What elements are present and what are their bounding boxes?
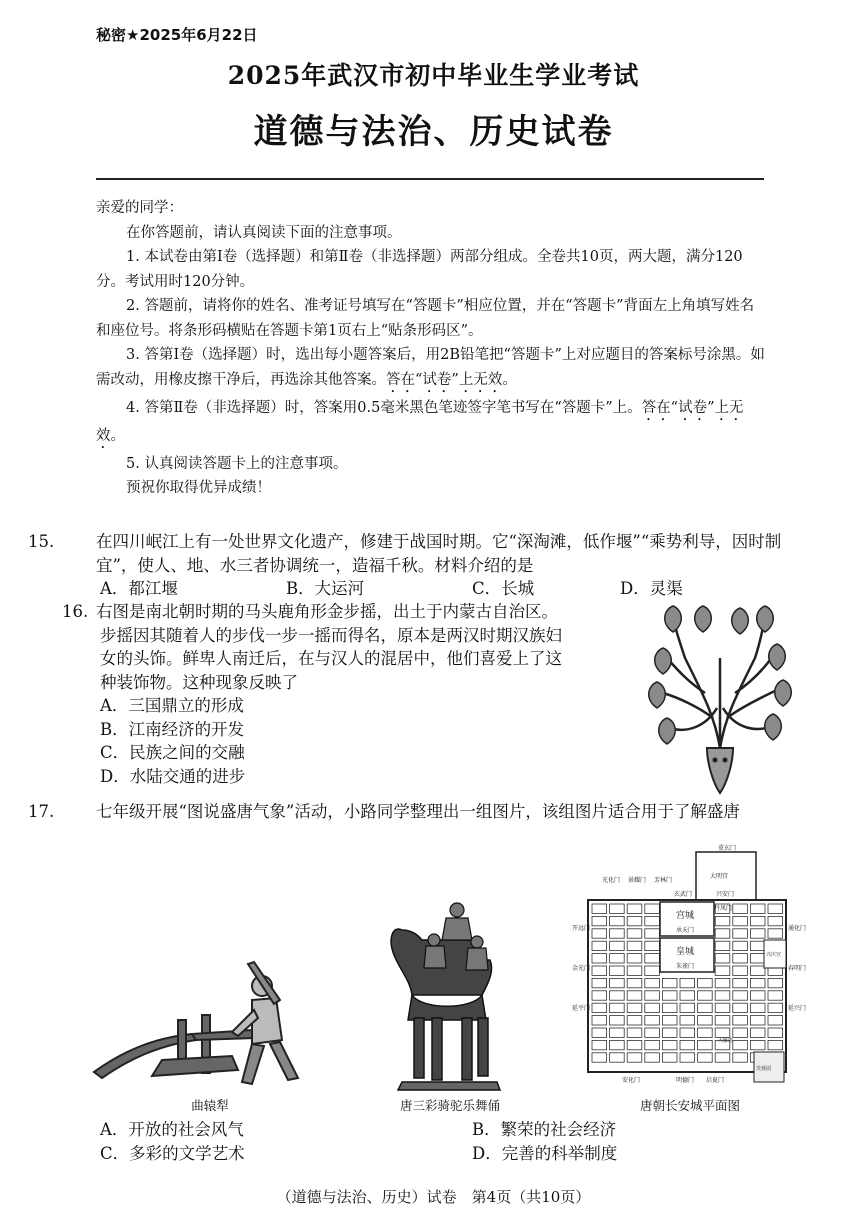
ward-block (768, 904, 783, 913)
ward-block (662, 1053, 677, 1062)
ward-block (610, 991, 625, 1000)
secret-label: 秘密★2025年6月22日 (96, 26, 258, 44)
ward-block (592, 1028, 607, 1037)
ward-block (662, 1003, 677, 1012)
ward-block (645, 1016, 660, 1025)
ward-block (645, 954, 660, 963)
q16-option-b[interactable]: B．江南经济的开发 (100, 719, 245, 739)
q17-options-row-1 (100, 1118, 800, 1142)
notice-block (96, 196, 766, 501)
ward-block (750, 1003, 765, 1012)
ward-block (610, 1053, 625, 1062)
ward-block (750, 1016, 765, 1025)
ward-block (610, 1040, 625, 1049)
ward-block (715, 954, 730, 963)
q16-text-1: 右图是南北朝时期的马头鹿角形金步摇，出土于内蒙古自治区。 (96, 602, 558, 621)
ward-block (680, 1053, 695, 1062)
ward-block (592, 991, 607, 1000)
ward-block (733, 1016, 748, 1025)
ward-block (768, 1016, 783, 1025)
ward-block (733, 904, 748, 913)
q16-number: 16. (62, 602, 89, 621)
ward-block (627, 904, 642, 913)
ward-block (733, 1053, 748, 1062)
ward-block (680, 1040, 695, 1049)
q17-options (100, 1118, 800, 1165)
caption-changan: 唐朝长安城平面图 (639, 1098, 740, 1113)
ward-block (733, 954, 748, 963)
ward-block (715, 1016, 730, 1025)
ward-block (645, 1003, 660, 1012)
q16-line-4: 种装饰物。这种现象反映了 (100, 672, 298, 692)
ward-block (592, 1016, 607, 1025)
ward-block (645, 1040, 660, 1049)
caption-plough: 曲辕犁 (191, 1098, 229, 1113)
ward-block (733, 916, 748, 925)
ward-block (698, 1003, 713, 1012)
question-16 (62, 600, 652, 788)
q15-option-c[interactable]: C．长城 (472, 579, 535, 598)
ward-block (750, 991, 765, 1000)
ward-block (768, 1040, 783, 1049)
curved-plough-image (92, 960, 322, 1088)
notice-item-4-text: 4. 答第Ⅱ卷（非选择题）时，答案用0.5毫米黑色笔迹签字笔书写在“答题卡”上。 (126, 399, 642, 416)
ward-block (627, 978, 642, 987)
notice-intro: 在你答题前，请认真阅读下面的注意事项。 (126, 224, 402, 241)
q16-line-2: 步摇因其随着人的步伐一步一摇而得名，原本是两汉时期汉族妇 (100, 625, 562, 645)
ward-block (715, 966, 730, 975)
q16-option-a[interactable]: A．三国鼎立的形成 (100, 696, 244, 715)
exam-title: 2025年武汉市初中毕业生学业考试 (227, 61, 640, 90)
ward-block (698, 1016, 713, 1025)
ward-block (768, 991, 783, 1000)
ward-block (768, 1028, 783, 1037)
ward-block (645, 1028, 660, 1037)
paper-title: 道德与法治、历史试卷 (253, 112, 614, 152)
notice-item-5: 5. 认真阅读答题卡上的注意事项。 (126, 455, 348, 472)
chengtian-gate-label: 承天门 (676, 927, 695, 934)
ward-block (680, 1016, 695, 1025)
huangcheng-label: 皇城 (676, 947, 695, 957)
ward-block (750, 941, 765, 950)
ward-block (610, 904, 625, 913)
ward-block (592, 904, 607, 913)
ward-block (592, 941, 607, 950)
ward-block (610, 941, 625, 950)
ward-block (698, 1040, 713, 1049)
ward-block (733, 929, 748, 938)
q15-option-a[interactable]: A．都江堰 (100, 579, 178, 598)
xingan-gate-label: 兴安门 (716, 891, 735, 898)
q16-line-1 (62, 600, 652, 624)
question-15 (28, 530, 807, 601)
q15-stem-line (28, 530, 807, 577)
ward-block (645, 941, 660, 950)
ward-block (733, 1003, 748, 1012)
ward-block (698, 1028, 713, 1037)
q15-option-d[interactable]: D．灵渠 (620, 579, 683, 598)
ward-block (750, 966, 765, 975)
ward-block (715, 916, 730, 925)
ward-block (715, 929, 730, 938)
q17-stem: 七年级开展“图说盛唐气象”活动，小路同学整理出一组图片，该组图片适合用于了解盛唐 (96, 802, 740, 821)
q17-number: 17. (28, 802, 55, 821)
q16-line-3: 女的头饰。鲜卑人南迁后，在与汉人的混居中，他们喜爱上了这 (100, 649, 562, 668)
ward-block (627, 1016, 642, 1025)
ward-block (680, 1028, 695, 1037)
q15-stem: 在四川岷江上有一处世界文化遗产，修建于战国时期。它“深淘滩，低作堰”“乘势利导，因时制宜”，使人、地、水三者协调统一，造福千秋。材料介绍的是 (96, 532, 782, 575)
notice-item-2: 2. 答题前，请将你的姓名、准考证号填写在“答题卡”相应位置，并在“答题卡”背面左上角填写姓名和座位号。将条形码横贴在答题卡第1页右上“贴条形码区”。 (96, 298, 755, 339)
ward-block (592, 1040, 607, 1049)
gold-buyao-image (645, 598, 795, 794)
notice-greeting: 亲爱的同学： (96, 200, 183, 216)
ward-block (715, 991, 730, 1000)
chongxuan-gate-label: 重玄门 (718, 845, 737, 852)
ward-block (627, 1053, 642, 1062)
notice-item-3-emphasis: 答在“试卷”上无效。 (386, 371, 517, 388)
q17-option-a[interactable]: A．开放的社会风气 (100, 1120, 244, 1139)
ward-block (645, 904, 660, 913)
ward-block (610, 966, 625, 975)
ward-block (680, 978, 695, 987)
anhua-gate-label: 安化门 (622, 1077, 641, 1084)
ward-block (610, 1003, 625, 1012)
ward-block (680, 1003, 695, 1012)
ward-block (662, 1028, 677, 1037)
xuanwu-gate-label: 玄武门 (674, 891, 693, 898)
q16-option-d[interactable]: D．水陆交通的进步 (100, 766, 246, 786)
ward-block (610, 978, 625, 987)
ward-block (627, 1003, 642, 1012)
ward-block (698, 978, 713, 987)
ward-block (750, 978, 765, 987)
ward-block (610, 929, 625, 938)
ward-block (662, 978, 677, 987)
gongcheng-label: 宫城 (676, 911, 695, 921)
ward-block (733, 966, 748, 975)
ward-block (592, 929, 607, 938)
q15-option-b[interactable]: B．大运河 (286, 579, 365, 598)
danfeng-gate-label: 丹凤门 (714, 905, 733, 912)
ward-block (733, 978, 748, 987)
qixia-gate-label: 启夏门 (706, 1077, 725, 1084)
q17-option-d[interactable]: D．完善的科举制度 (472, 1143, 618, 1163)
q17-options-row-2 (100, 1142, 800, 1166)
ward-block (680, 991, 695, 1000)
xingqing-label: 兴庆宫 (766, 952, 782, 958)
q16-option-c[interactable]: C．民族之间的交融 (100, 743, 245, 762)
ward-block (733, 1040, 748, 1049)
ward-block (750, 954, 765, 963)
ward-block (610, 954, 625, 963)
page-footer: （道德与法治、历史）试卷 第4页（共10页） (276, 1188, 591, 1206)
ward-block (768, 1003, 783, 1012)
ward-block (627, 941, 642, 950)
ward-block (733, 991, 748, 1000)
ward-block (645, 916, 660, 925)
ward-block (592, 916, 607, 925)
ward-block (592, 1053, 607, 1062)
notice-item-4 (96, 396, 766, 452)
guanghua-gate-label: 光化门 (602, 877, 621, 884)
q17-option-b[interactable]: B．繁荣的社会经济 (472, 1120, 617, 1139)
ward-block (610, 1016, 625, 1025)
ward-block (645, 991, 660, 1000)
ward-block (627, 1040, 642, 1049)
caption-camel: 唐三彩骑驼乐舞俑 (399, 1098, 500, 1113)
ward-block (733, 941, 748, 950)
ward-block (698, 1053, 713, 1062)
zhuque-gate-label: 朱雀门 (676, 963, 695, 970)
ward-block (715, 941, 730, 950)
ward-block (662, 1040, 677, 1049)
ward-block (627, 954, 642, 963)
ward-block (645, 978, 660, 987)
ward-block (768, 929, 783, 938)
ward-block (645, 966, 660, 975)
notice-item-3-text: 3. 答第Ⅰ卷（选择题）时，选出每小题答案后，用2B铅笔把“答题卡”上对应题目的答案标号涂黑。如需改动，用橡皮擦干净后，再选涂其他答案。 (96, 347, 765, 388)
tonghua-gate-label: 通化门 (788, 925, 807, 932)
ward-block (592, 978, 607, 987)
sancai-camel-image (382, 900, 512, 1092)
ward-block (592, 954, 607, 963)
q17-option-c[interactable]: C．多彩的文学艺术 (100, 1143, 245, 1163)
ward-block (750, 1028, 765, 1037)
mingde-gate-label: 明德门 (676, 1077, 695, 1084)
ward-block (662, 991, 677, 1000)
ward-block (733, 1028, 748, 1037)
furong-label: 芙蓉园 (756, 1066, 772, 1072)
notice-item-1: 1. 本试卷由第Ⅰ卷（选择题）和第Ⅱ卷（非选择题）两部分组成。全卷共10页，两大题，满分120分。考试用时120分钟。 (96, 249, 743, 290)
yanxing-gate-label: 延兴门 (788, 1005, 807, 1012)
question-17 (28, 800, 807, 824)
ward-block (645, 1053, 660, 1062)
dayan-label: 大雁塔 (718, 1038, 734, 1044)
ward-block (750, 1040, 765, 1049)
ward-block (645, 929, 660, 938)
ward-block (627, 1028, 642, 1037)
chunming-gate-label: 春明门 (788, 965, 807, 972)
kaiyuan-gate-label: 开远门 (572, 925, 591, 932)
palace-label: 大明宫 (710, 873, 729, 880)
notice-wish: 预祝你取得优异成绩！ (126, 480, 271, 496)
notice-item-4-emphasis: 答在“试卷”上无效。 (96, 399, 744, 444)
fanglin-gate-label: 芳林门 (654, 877, 673, 884)
title-rule (96, 178, 764, 180)
jingyao-gate-label: 景耀门 (628, 877, 647, 884)
jinguang-gate-label: 金光门 (572, 965, 591, 972)
ward-block (627, 966, 642, 975)
ward-block (768, 978, 783, 987)
yanping-gate-label: 延平门 (572, 1005, 591, 1012)
ward-block (662, 1016, 677, 1025)
ward-block (715, 978, 730, 987)
ward-block (750, 904, 765, 913)
ward-block (750, 916, 765, 925)
ward-block (627, 916, 642, 925)
ward-block (627, 991, 642, 1000)
changan-city-plan (572, 842, 807, 1094)
notice-item-3 (96, 343, 766, 396)
ward-block (610, 1028, 625, 1037)
ward-block (592, 1003, 607, 1012)
q17-stem-line (28, 800, 807, 824)
q15-number: 15. (28, 532, 55, 551)
ward-block (715, 1028, 730, 1037)
q15-options (62, 577, 807, 601)
ward-block (592, 966, 607, 975)
ward-block (627, 929, 642, 938)
ward-block (715, 1003, 730, 1012)
ward-block (768, 916, 783, 925)
ward-block (750, 929, 765, 938)
ward-block (610, 916, 625, 925)
ward-block (698, 991, 713, 1000)
ward-block (715, 1053, 730, 1062)
